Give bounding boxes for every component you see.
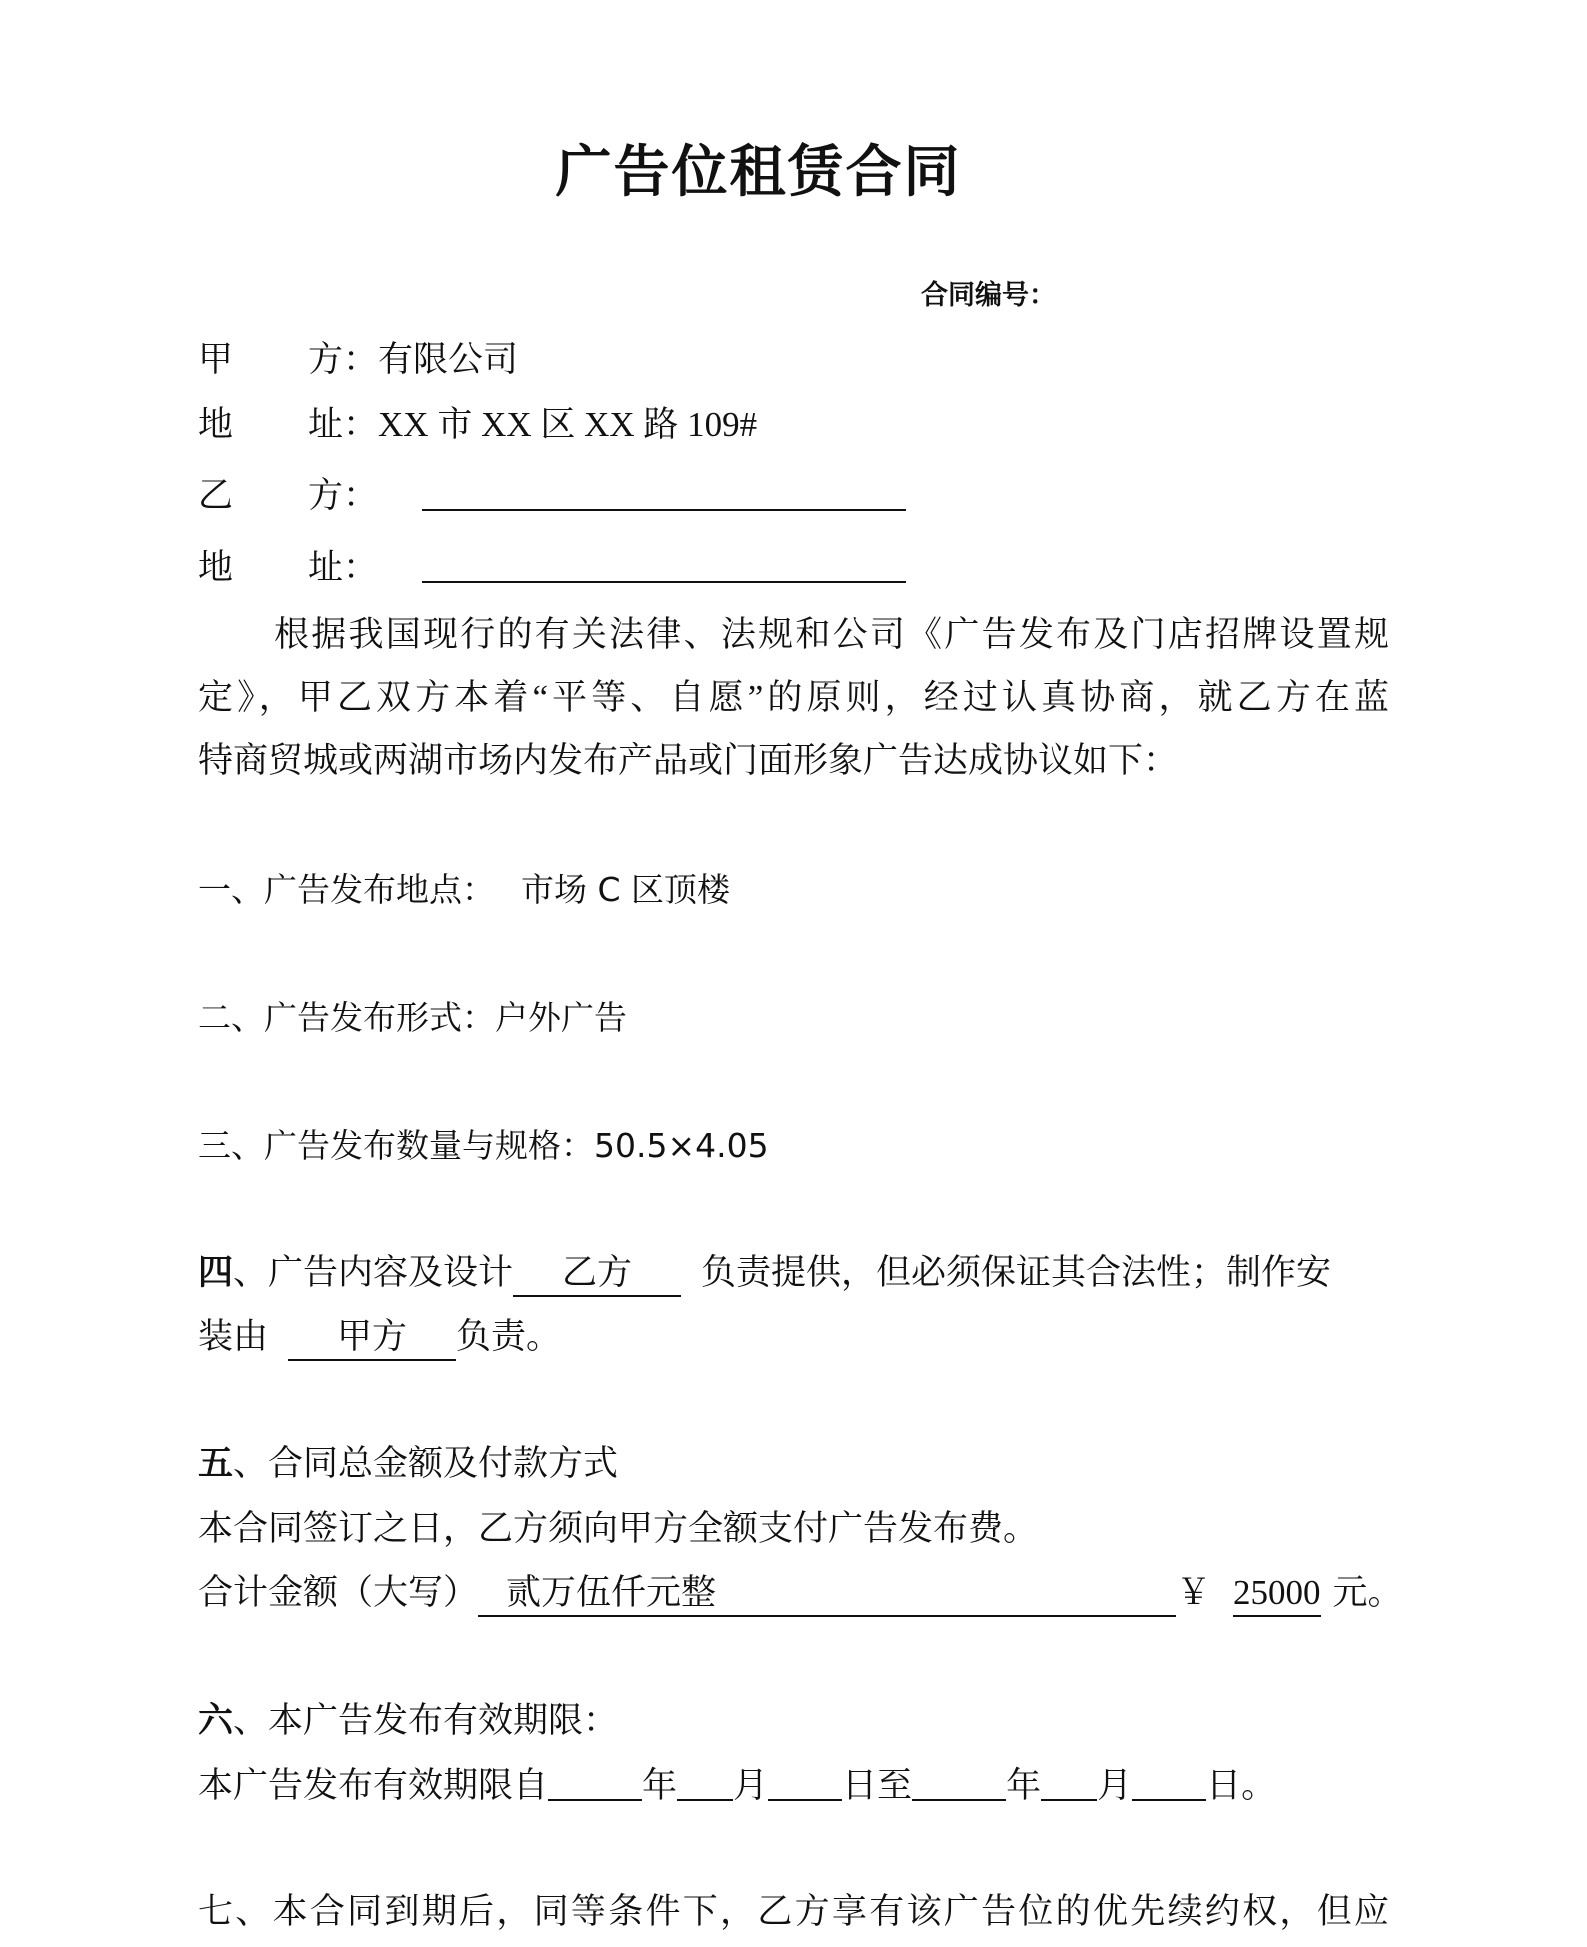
label: 年 <box>1006 1766 1042 1805</box>
installer-fill: 甲方 <box>288 1315 456 1361</box>
label: 方： <box>308 476 379 515</box>
label: 月 <box>1097 1766 1133 1805</box>
label: 日至 <box>842 1766 913 1805</box>
end-month-blank <box>1041 1769 1097 1801</box>
section-4-line1 <box>198 1251 1331 1297</box>
document-title: 广告位租赁合同 <box>555 140 962 205</box>
section-2 <box>198 996 627 1040</box>
label: 、本广告发布有效期限： <box>233 1701 619 1740</box>
intro-line: 定》，甲乙双方本着“平等、自愿”的原则，经过认真协商，就乙方在蓝 <box>198 678 1389 717</box>
label: 六 <box>198 1701 234 1740</box>
end-year-blank <box>912 1769 1006 1801</box>
label: 日。 <box>1206 1766 1277 1805</box>
label: 本广告发布有效期限自 <box>198 1766 549 1805</box>
section-3 <box>198 1124 769 1168</box>
label: 、广告内容及设计 <box>233 1253 514 1292</box>
label: 四 <box>198 1253 234 1292</box>
section-5-line1: 本合同签订之日，乙方须向甲方全额支付广告发布费。 <box>198 1509 1039 1548</box>
label: 地 <box>198 405 234 444</box>
label: 装由 <box>198 1317 269 1356</box>
currency: ￥ <box>1176 1573 1212 1612</box>
start-month-blank <box>677 1769 733 1801</box>
label: 乙 <box>198 476 234 515</box>
label: 年 <box>642 1766 678 1805</box>
address-b-blank <box>422 551 906 583</box>
label: 负责。 <box>456 1317 562 1356</box>
section-5-amount <box>198 1571 1403 1617</box>
label: 一、广告发布地点： <box>198 870 495 909</box>
start-day-blank <box>768 1769 842 1801</box>
section-7-line1: 七、本合同到期后，同等条件下，乙方享有该广告位的优先续约权，但应 <box>198 1892 1389 1931</box>
section-4-line2 <box>198 1315 561 1361</box>
designer-fill: 乙方 <box>513 1251 681 1297</box>
section-6-period <box>198 1764 1276 1808</box>
label: 五 <box>198 1444 234 1483</box>
end-day-blank <box>1132 1769 1206 1801</box>
party-b-blank <box>422 479 906 511</box>
party-b-row <box>198 474 906 518</box>
address-a-value: XX 市 XX 区 XX 路 109# <box>378 405 758 444</box>
amount-value: 25000 <box>1233 1571 1321 1617</box>
label: 地 <box>198 548 234 587</box>
label: 甲 <box>198 340 234 379</box>
amount-words: 贰万伍仟元整 <box>478 1571 1176 1617</box>
label: 合计金额（大写） <box>198 1573 479 1612</box>
label: 、合同总金额及付款方式 <box>233 1444 619 1483</box>
start-year-blank <box>548 1769 642 1801</box>
party-a-value: 有限公司 <box>378 340 519 379</box>
label: 址： <box>308 405 379 444</box>
label: 二、广告发布形式： <box>198 998 495 1037</box>
address-a-row <box>198 403 757 447</box>
label: 址： <box>308 548 379 587</box>
label: 负责提供，但必须保证其合法性；制作安 <box>701 1253 1332 1292</box>
value: 市场 C 区顶楼 <box>521 870 731 909</box>
label: 方： <box>308 340 379 379</box>
section-5-heading <box>198 1442 618 1486</box>
address-b-row <box>198 546 906 590</box>
contract-number-label: 合同编号： <box>921 280 1056 311</box>
intro-line: 特商贸城或两湖市场内发布产品或门面形象广告达成协议如下： <box>198 741 1179 780</box>
value: 50.5×4.05 <box>594 1126 769 1165</box>
party-a-row <box>198 338 518 382</box>
label: 元。 <box>1332 1573 1403 1612</box>
section-6-heading <box>198 1699 618 1743</box>
label: 月 <box>733 1766 769 1805</box>
section-1 <box>198 868 730 912</box>
intro-line: 根据我国现行的有关法律、法规和公司《广告发布及门店招牌设置规 <box>274 615 1389 654</box>
value: 户外广告 <box>495 998 627 1037</box>
label: 三、广告发布数量与规格： <box>198 1126 594 1165</box>
